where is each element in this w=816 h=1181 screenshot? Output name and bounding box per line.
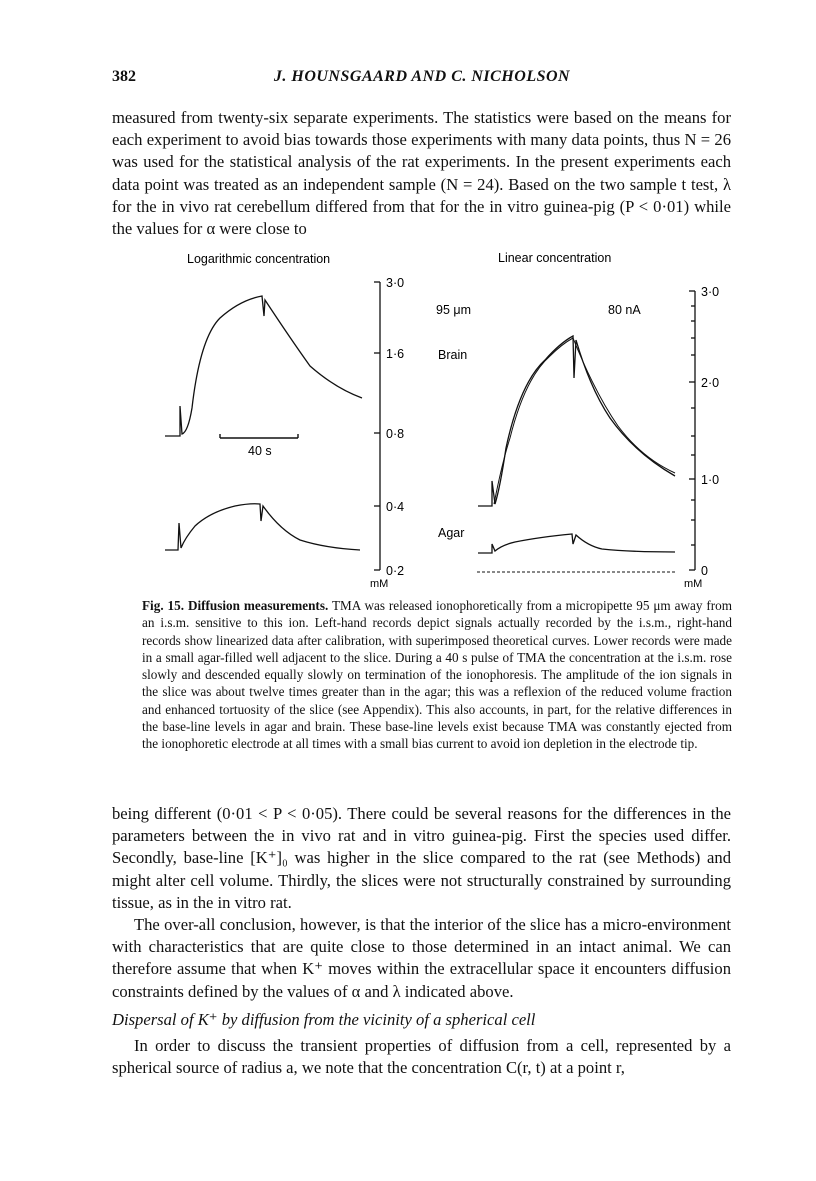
caption-lead: Fig. 15. Diffusion measurements. <box>142 598 329 613</box>
left-axis-unit: mM <box>370 578 389 590</box>
left-tick-label: 3·0 <box>386 276 405 290</box>
left-tick-label: 0·2 <box>386 564 405 578</box>
distance-label: 95 μm <box>436 303 471 317</box>
figure-15 <box>140 248 730 590</box>
left-tick-label: 1·6 <box>386 347 405 361</box>
right-tick-label: 3·0 <box>701 285 720 299</box>
paragraph-after-2: The over-all conclusion, however, is that the interior of the slice has a micro-environment with characteristics that are quite close to those determined in an intact animal. We can therefore assume that when K⁺ moves within the extracellular space it encounters diffusion constraints defined by the values of α and λ indicated above. <box>112 915 731 1001</box>
paragraph-last: In order to discuss the transient properties of diffusion from a cell, represented by a spherical source of radius a, we note that the concentration C(r, t) at a point r, <box>112 1036 731 1078</box>
paragraph-top-text: measured from twenty-six separate experiments. The statistics were based on the means for each experiment to avoid bias towards those experiments with many data points, thus N = 26 was used for the statistical analysis of the rat experiments. In the present experiments each data point was treated as an independent sample (N = 24). Based on the two sample t test, λ for the in vivo rat cerebellum differed from that for the in vitro guinea-pig (P < 0·01) while the values for α were close to <box>112 108 731 239</box>
section-heading: Dispersal of K⁺ by diffusion from the vicinity of a spherical cell <box>112 1010 536 1029</box>
agar-label: Agar <box>438 526 465 540</box>
right-tick-label: 2·0 <box>701 376 720 390</box>
left-panel-title: Logarithmic concentration <box>187 252 331 266</box>
figure-caption <box>142 597 732 753</box>
running-title: J. HOUNSGAARD AND C. NICHOLSON <box>273 68 571 85</box>
right-axis-unit: mM <box>684 578 703 590</box>
left-axis <box>374 282 380 570</box>
paragraph-last-block <box>112 1035 731 1079</box>
right-axis <box>689 291 695 570</box>
right-brain-theory-curve <box>494 338 675 504</box>
paragraph-after-1: being different (0·01 < P < 0·05). There could be several reasons for the differences in the parameters between the in vivo rat and in vitro guinea-pig. First the species used differ. Secondly, base-line [K⁺]₀ was higher in the slice compared to the rat (see Methods) and might alter cell volume. Thirdly, the slices were not structurally constrained by surrounding tissue, as in the in vitro rat. <box>112 804 731 912</box>
right-brain-trace <box>478 336 675 506</box>
left-tick-label: 0·8 <box>386 427 405 441</box>
scale-bar-label: 40 s <box>248 444 272 458</box>
brain-label: Brain <box>438 348 468 362</box>
right-tick-label: 0 <box>701 564 708 578</box>
paragraph-top <box>112 107 731 240</box>
right-agar-trace <box>478 534 675 553</box>
page-number: 382 <box>112 68 136 85</box>
right-panel-title: Linear concentration <box>498 251 612 265</box>
paragraph-after <box>112 803 731 1003</box>
left-agar-trace <box>165 504 360 550</box>
caption-text: TMA was released ionophoretically from a micropipette 95 μm away from an i.s.m. sensitive to this ion. Left-hand records depict signals actually recorded by the i.s.m., right-hand records show linearized data after calibration, with superimposed theoretical curves. Lower records were made in a small agar-filled well adjacent to the slice. During a 40 s pulse of TMA the concentration at the i.s.m. rose slowly and descended equally slowly on termination of the ionophoresis. The amplitude of the ion signals in the slice was about twelve times greater than in the agar; this was a reflexion of the reduced volume fraction and enhanced tortuosity of the slice (see Appendix). This also accounts, in part, for the relative differences in the base-line levels in agar and brain. These base-line levels exist because TMA was constantly ejected from the ionophoretic electrode at all times with a small bias current to avoid ion depletion in the electrode tip. <box>142 598 732 752</box>
right-tick-label: 1·0 <box>701 473 720 487</box>
page-header <box>112 68 732 92</box>
left-tick-label: 0·4 <box>386 500 405 514</box>
left-brain-trace <box>165 296 362 436</box>
current-label: 80 nA <box>608 303 641 317</box>
